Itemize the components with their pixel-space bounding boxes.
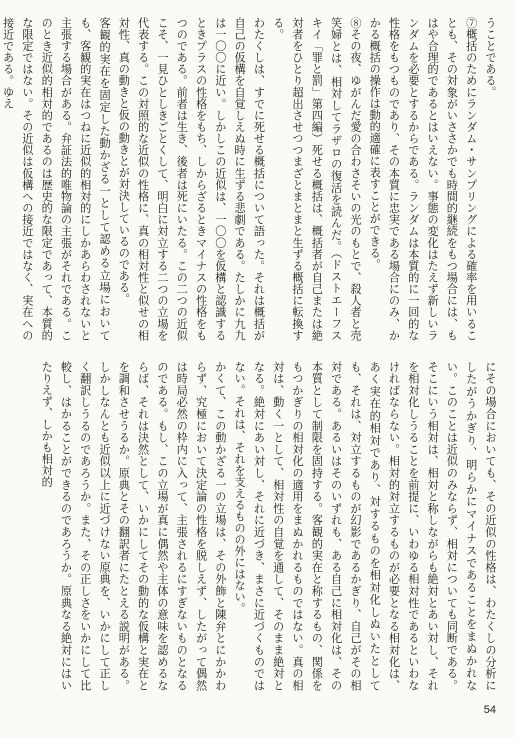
paragraph: かくて、この動かざる一の立場は、その外飾と陳弁とにかかわらず、究極において決定論の性格を脱しえず、したがって偶然は時局必然の枠内に入って、主張されるにすぎないものとなるのである。もし、この立場が真に偶然や主体の意味を認めるならば、それは決然として、いかにしてその動的な仮構と実在とを調和させうるか。原典とその翻訳者にたとえる説明がある。しかしなんとも近似以上に近づけない原典を、いかにして正しく翻訳しうるのであろうか。また、その正しさをいかにして比較し、はかることができるのであろうか。原典なる絶対にはいたりえず、しかも相対的 [40, 361, 227, 691]
paragraph: わたくしは、すでに死せる概括について語った。それは概括が自己の仮構を自覚しえぬ時に生ずる悲劇である。たしかに九九は一〇〇に近い。しかしこの近似は、一〇〇を仮構と認識するときプラスの性格をもち、しからざるときマイナスの性格をもつのである。前者は生き、後者は死にいたる。この二つの近似こそ、一見ひとしきごとくして、明白に対立する二つの立場を代表する。この対照的な近似の性格に、真の相対性と似せの相対性、真の動きと仮の動きとが対決しているのである。 [117, 17, 266, 341]
paragraph: ⑧その夜、ゆがんだ愛の合わさそいの光のもとで、殺人者と売笑婦とは、相対してラザロの復活を読んだ。（ドストエーフスキイ「罪と罰」第四編）死せる概括は、概括者が自己または絶対者をひとり超出させつつまざとまとまと生ずる概括に転換する。 [271, 17, 362, 341]
paragraph: 客観的実在を固定した動かざる一として認める立場においても、客観的実在はつねに近似的相対的にしかあらわされないと主張する場合がある。弁証法的唯物論の主張がそれである。このとき近似的相対的であるのは歴史的な限定であって、本質的な限定ではない。その近似は仮構への接近ではなく、実在への接近である。ゆえ [1, 17, 112, 341]
bottom-column [18, 361, 500, 691]
paragraph: うことである。 [484, 17, 497, 98]
top-column [1, 17, 500, 341]
page-number: 54 [483, 704, 496, 716]
paragraph: ⑦概括のためにランダム・サンプリングによる確率を用いることも、その対象がいささかでも時間的継続をもつ場合には、もはや合理的であるとはいえない。事態の変化はたえず新しいランダムを必要とするからである。ランダムは本質的に一回的な性格をもつものであり、その本質に忠実である場合にのみ、かかる概括の操作は動的適確に表すことができる。 [368, 17, 478, 341]
paragraph: にその場合においても、その近似の性格は、わたくしの分析にしたがうかぎり、明らかにマイナスであることをまぬかれない。このことは近似のみならず、相対についても同断である。そこにいう相対は、相対と称しながらも絶対とあい対し、それを相対化しうることを前提に、いわゆる相対性であるといわなければならない。相対的対立するものが必要となる相対化は、あく実在的相対であり、対するものを相対化しぬいたとしても、それは、対立するものが幻影であるかぎり、自己がその相対である。あるいはそのいずれも、ある自己に相対化は、その本質として制限を固持する。客観的実在と称するもの、関係をもつかぎりの相対化の適用をまぬかれるものではない。真の相対は、動く一として、相対性の自覚を通して、そのまま絶対となる。絶対にあい対し、それに近づき、まさに近づくものではない。それは、それを支えるものの外にはない。 [233, 361, 497, 691]
